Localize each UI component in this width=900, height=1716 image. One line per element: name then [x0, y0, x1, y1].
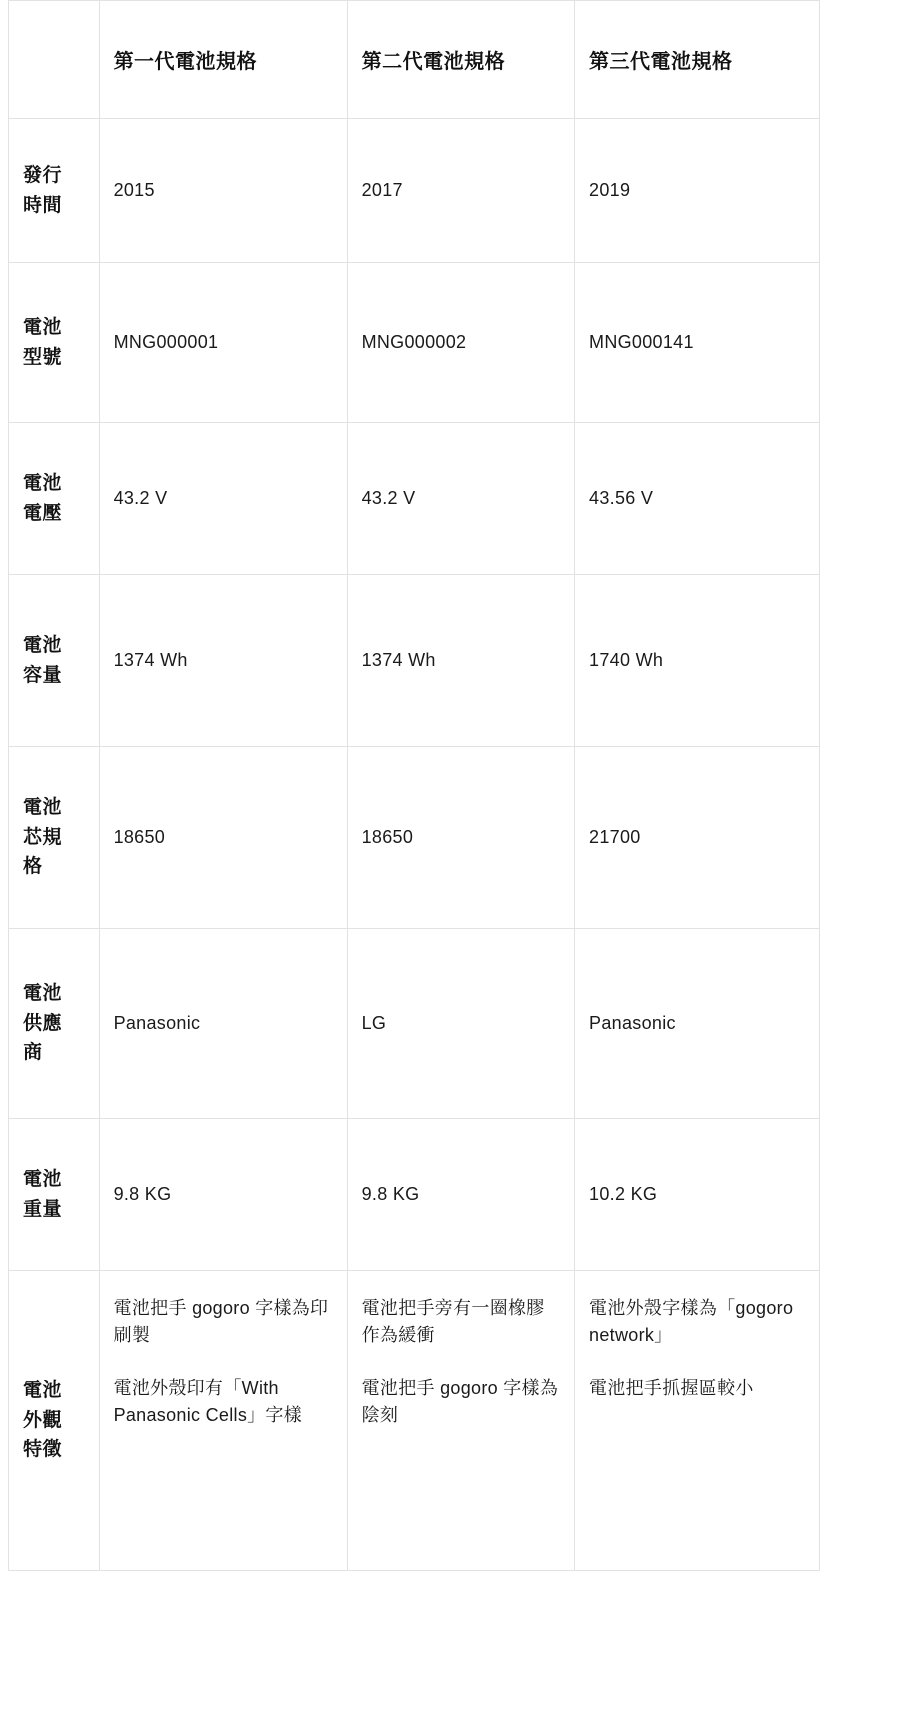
row-header-supplier — [9, 929, 100, 1119]
row-header-voltage — [9, 423, 100, 575]
battery-spec-table — [8, 0, 820, 1571]
cell-appearance-gen3 — [575, 1271, 820, 1571]
row-header-line: 商 — [23, 1042, 43, 1064]
column-header-gen3: 第三代電池規格 — [575, 1, 820, 119]
row-header-line: 特徵 — [23, 1439, 63, 1461]
column-header-gen1: 第一代電池規格 — [99, 1, 347, 119]
cell-appearance-gen2 — [347, 1271, 574, 1571]
cell-cell-spec-gen3: 21700 — [575, 747, 820, 929]
column-header-gen2: 第二代電池規格 — [347, 1, 574, 119]
table-row — [9, 263, 820, 423]
row-header-line: 電壓 — [23, 502, 63, 524]
table-row — [9, 929, 820, 1119]
cell-voltage-gen2: 43.2 V — [347, 423, 574, 575]
row-header-line: 電池 — [23, 317, 63, 339]
cell-model-gen2: MNG000002 — [347, 263, 574, 423]
table-body — [9, 119, 820, 1571]
cell-weight-gen3: 10.2 KG — [575, 1119, 820, 1271]
table-row — [9, 1271, 820, 1571]
row-header-line: 電池 — [23, 983, 63, 1005]
row-header-line: 電池 — [23, 797, 63, 819]
row-header-line: 時間 — [23, 194, 63, 216]
row-header-weight — [9, 1119, 100, 1271]
table-header-row — [9, 1, 820, 119]
cell-cell-spec-gen1: 18650 — [99, 747, 347, 929]
cell-capacity-gen3: 1740 Wh — [575, 575, 820, 747]
cell-supplier-gen2: LG — [347, 929, 574, 1119]
row-header-capacity — [9, 575, 100, 747]
cell-model-gen3: MNG000141 — [575, 263, 820, 423]
cell-issue-date-gen2: 2017 — [347, 119, 574, 263]
row-header-line: 電池 — [23, 635, 63, 657]
row-header-line: 發行 — [23, 165, 63, 187]
table-header — [9, 1, 820, 119]
cell-issue-date-gen1: 2015 — [99, 119, 347, 263]
row-header-line: 格 — [23, 856, 43, 878]
cell-appearance-gen1 — [99, 1271, 347, 1571]
row-header-line: 重量 — [23, 1198, 63, 1220]
row-header-line: 芯規 — [23, 826, 63, 848]
cell-voltage-gen3: 43.56 V — [575, 423, 820, 575]
appearance-gen1-point-2: 電池外殼印有「With Panasonic Cells」字樣 — [113, 1378, 303, 1425]
row-header-line: 電池 — [23, 473, 63, 495]
cell-cell-spec-gen2: 18650 — [347, 747, 574, 929]
cell-voltage-gen1: 43.2 V — [99, 423, 347, 575]
cell-model-gen1: MNG000001 — [99, 263, 347, 423]
row-header-line: 外觀 — [23, 1409, 63, 1431]
row-header-model — [9, 263, 100, 423]
row-header-line: 型號 — [23, 346, 63, 368]
cell-weight-gen1: 9.8 KG — [99, 1119, 347, 1271]
table-row — [9, 119, 820, 263]
appearance-gen3-point-2: 電池把手抓握區較小 — [589, 1378, 754, 1398]
row-header-issue-date — [9, 119, 100, 263]
cell-supplier-gen3: Panasonic — [575, 929, 820, 1119]
appearance-gen2-point-1: 電池把手旁有一圈橡膠作為緩衝 — [361, 1298, 545, 1345]
row-header-appearance — [9, 1271, 100, 1571]
cell-issue-date-gen3: 2019 — [575, 119, 820, 263]
table-row — [9, 575, 820, 747]
row-header-line: 電池 — [23, 1169, 63, 1191]
cell-capacity-gen1: 1374 Wh — [99, 575, 347, 747]
appearance-gen1-point-1: 電池把手 gogoro 字樣為印刷製 — [113, 1298, 329, 1345]
table-row — [9, 1119, 820, 1271]
table-row — [9, 423, 820, 575]
cell-capacity-gen2: 1374 Wh — [347, 575, 574, 747]
row-header-line: 供應 — [23, 1012, 63, 1034]
appearance-gen3-point-1: 電池外殼字樣為「gogoro network」 — [589, 1298, 794, 1345]
row-header-line: 容量 — [23, 664, 63, 686]
cell-supplier-gen1: Panasonic — [99, 929, 347, 1119]
row-header-line: 電池 — [23, 1380, 63, 1402]
row-header-cell-spec — [9, 747, 100, 929]
appearance-gen2-point-2: 電池把手 gogoro 字樣為陰刻 — [361, 1378, 559, 1425]
table-corner-cell — [9, 1, 100, 119]
table-row — [9, 747, 820, 929]
cell-weight-gen2: 9.8 KG — [347, 1119, 574, 1271]
